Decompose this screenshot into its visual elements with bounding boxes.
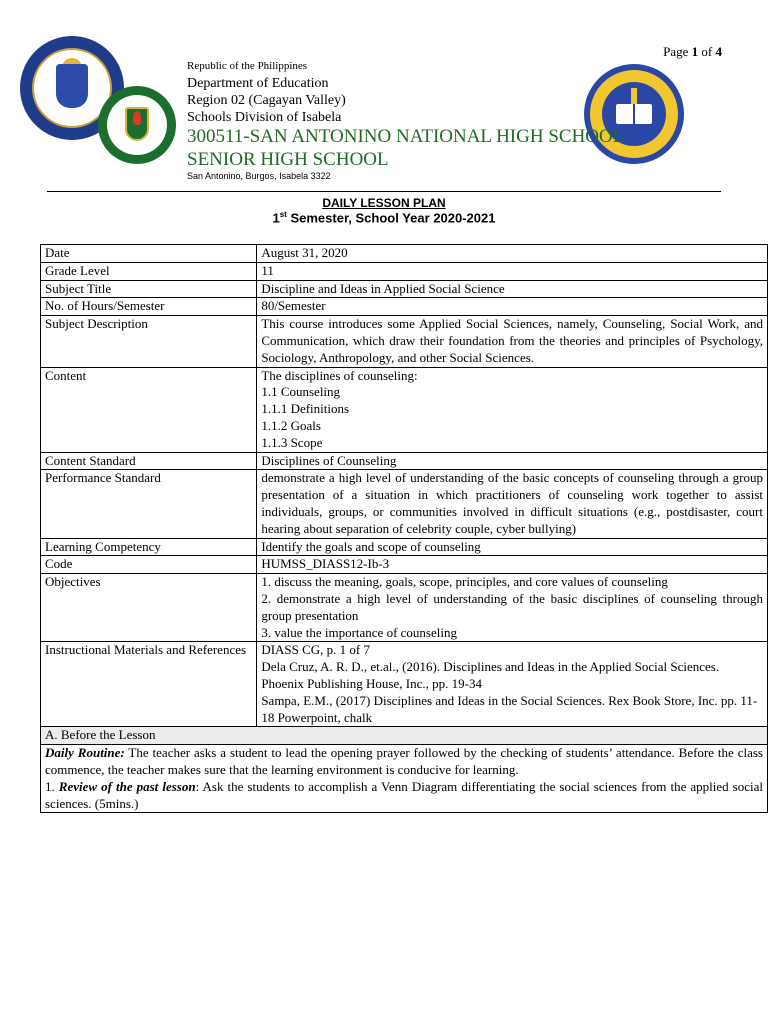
content-line: 1.1.3 Scope [261,434,323,450]
page-number: Page 1 of 4 [663,44,722,59]
republic-text: Republic of the Philippines [187,60,308,72]
row-value: 11 [257,262,768,280]
reference-item: Dela Cruz, A. R. D., et.al., (2016). Disciplines and Ideas in the Applied Social Sciences. Phoenix Publishing House, Inc., pp. 19-34 [261,659,720,691]
row-label: Code [41,556,257,574]
daily-routine-paragraph [45,745,763,779]
row-label: Content Standard [41,452,257,470]
lesson-plan-table [40,244,768,813]
section-body [41,745,768,813]
reference-item: Sampa, E.M., (2017) Disciplines and Ideas in the Social Sciences. Rex Book Store, Inc. pp. 11-18 Powerpoint, chalk [261,692,758,725]
table-row [41,316,768,367]
section-heading: A. Before the Lesson [41,727,768,745]
table-row [41,298,768,316]
row-value: demonstrate a high level of understanding of the basic concepts of counseling through a group presentation of a situation in which practitioners of counseling work together to assist individuals, groups, or communities involved in difficult situations (e.g., postdisaster, court hearing about separation of celebrity couple, cyber bullying) [257,470,768,538]
row-label: Grade Level [41,262,257,280]
table-row [41,642,768,727]
review-number: 1. [45,778,59,794]
row-value [257,642,768,727]
division-text: Schools Division of Isabela [187,110,342,125]
department-text: Department of Education [187,76,329,91]
objective-item: 1. discuss the meaning, goals, scope, principles, and core values of counseling [261,574,668,590]
content-line: The disciplines of counseling: [261,367,418,383]
row-label: Subject Title [41,280,257,298]
row-label: Date [41,245,257,263]
table-row [41,470,768,538]
row-value: August 31, 2020 [257,245,768,263]
row-value [257,367,768,452]
review-text: : Ask the students to accomplish a Venn Diagram differentiating the social sciences from the applied social sciences. (5mins.) [45,778,764,811]
review-paragraph [45,779,763,813]
row-label: No. of Hours/Semester [41,298,257,316]
content-line: 1.1 Counseling [261,384,341,400]
document-title: DAILY LESSON PLAN [322,196,446,210]
table-row [41,574,768,642]
row-value: This course introduces some Applied Social Sciences, namely, Counseling, Social Work, and Communication, which draw their foundation from the theories and principles of Psychology, Sociology, Anthropology, and other Social Sciences. [257,316,768,367]
objective-item: 3. value the importance of counseling [261,624,457,640]
table-row [41,245,768,263]
row-label: Subject Description [41,316,257,367]
row-label: Content [41,367,257,452]
review-label: Review of the past lesson [58,778,196,794]
table-row [41,262,768,280]
division-seal-logo [98,86,176,164]
row-label: Learning Competency [41,538,257,556]
school-seal-logo [584,64,684,164]
row-label: Objectives [41,574,257,642]
table-row [41,745,768,813]
row-value: Disciplines of Counseling [257,452,768,470]
table-row [41,727,768,745]
row-label: Instructional Materials and References [41,642,257,727]
school-subname: SENIOR HIGH SCHOOL [187,149,389,170]
school-name: 300511-SAN ANTONINO NATIONAL HIGH SCHOOL [187,126,625,147]
row-value: Discipline and Ideas in Applied Social Science [257,280,768,298]
reference-item: DIASS CG, p. 1 of 7 [261,642,371,658]
content-line: 1.1.1 Definitions [261,401,350,417]
objective-item: 2. demonstrate a high level of understanding of the basic disciplines of counseling through group presentation [261,590,763,623]
table-row [41,452,768,470]
row-label: Performance Standard [41,470,257,538]
row-value: 80/Semester [257,298,768,316]
row-value: Identify the goals and scope of counseling [257,538,768,556]
table-row [41,538,768,556]
semester-title: 1st Semester, School Year 2020-2021 [272,210,496,226]
table-row [41,556,768,574]
table-row [41,280,768,298]
daily-routine-label: Daily Routine: [45,745,125,761]
daily-routine-text: The teacher asks a student to lead the opening prayer followed by the checking of students’ attendance. Before the class commence, the teacher makes sure that the learning environment is conducive for learning. [45,745,763,777]
region-text: Region 02 (Cagayan Valley) [187,93,346,108]
row-value: HUMSS_DIASS12-Ib-3 [257,556,768,574]
header-divider [47,191,721,192]
row-value [257,574,768,642]
content-line: 1.1.2 Goals [261,417,321,433]
table-row [41,367,768,452]
school-address: San Antonino, Burgos, Isabela 3322 [187,171,331,181]
